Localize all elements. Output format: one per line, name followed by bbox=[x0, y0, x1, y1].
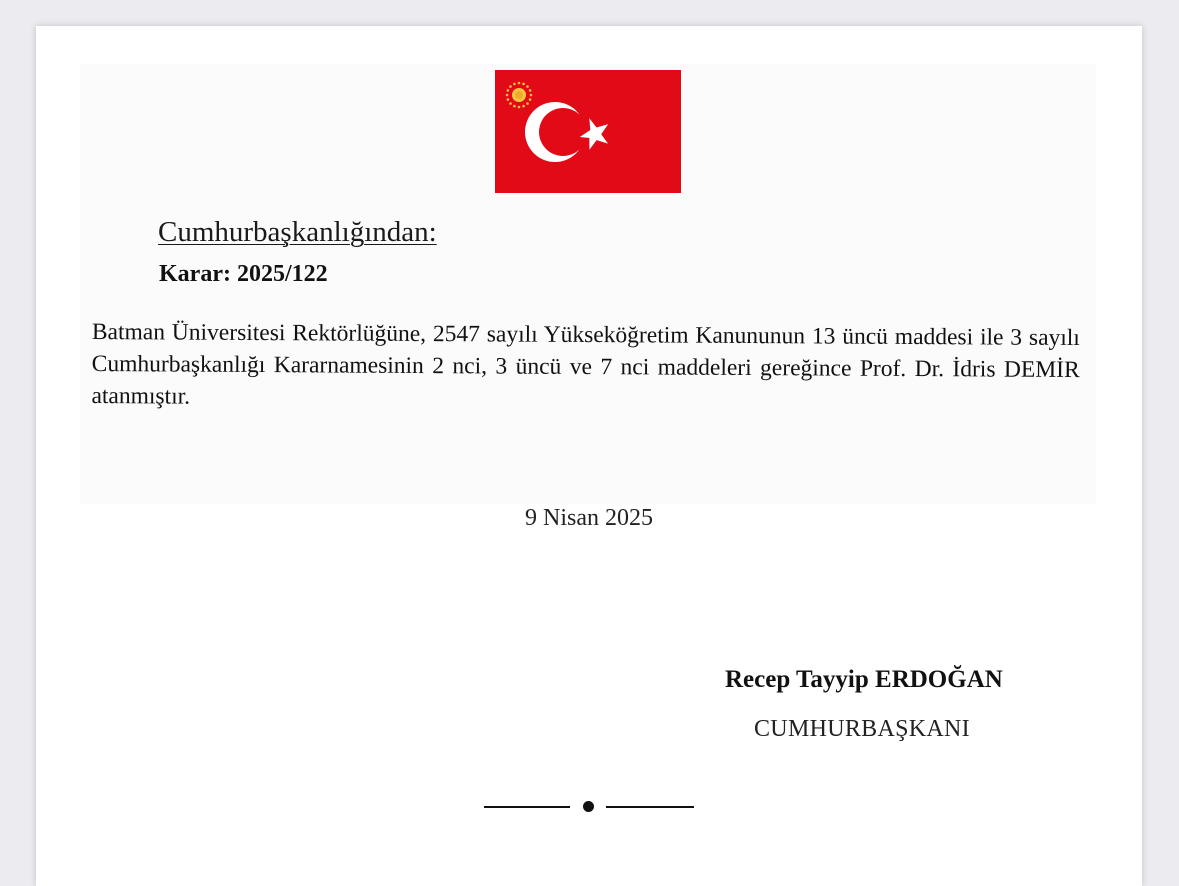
decision-body: Batman Üniversitesi Rektörlüğüne, 2547 sayılı Yükseköğretim Kanununun 13 üncü maddesi ile 3 sayılı Cumhurbaşkanlığı Kararnamesinin 2 nci, 3 üncü ve 7 nci maddeleri gereğince Prof. Dr. İdris DEMİR atanmıştır. bbox=[91, 318, 1080, 410]
turkish-flag-with-presidential-seal-icon bbox=[495, 70, 681, 193]
separator-line-left bbox=[484, 806, 570, 808]
signer-name: Recep Tayyip ERDOĞAN bbox=[725, 666, 1003, 693]
document-page bbox=[36, 26, 1142, 886]
dot-separator-icon bbox=[482, 794, 696, 818]
signer-title: CUMHURBAŞKANI bbox=[754, 716, 970, 742]
decision-date: 9 Nisan 2025 bbox=[525, 505, 653, 531]
decision-number: Karar: 2025/122 bbox=[159, 261, 328, 287]
issuer-heading: Cumhurbaşkanlığından: bbox=[158, 216, 437, 248]
separator-line-right bbox=[606, 806, 694, 808]
separator-dot bbox=[583, 801, 594, 812]
